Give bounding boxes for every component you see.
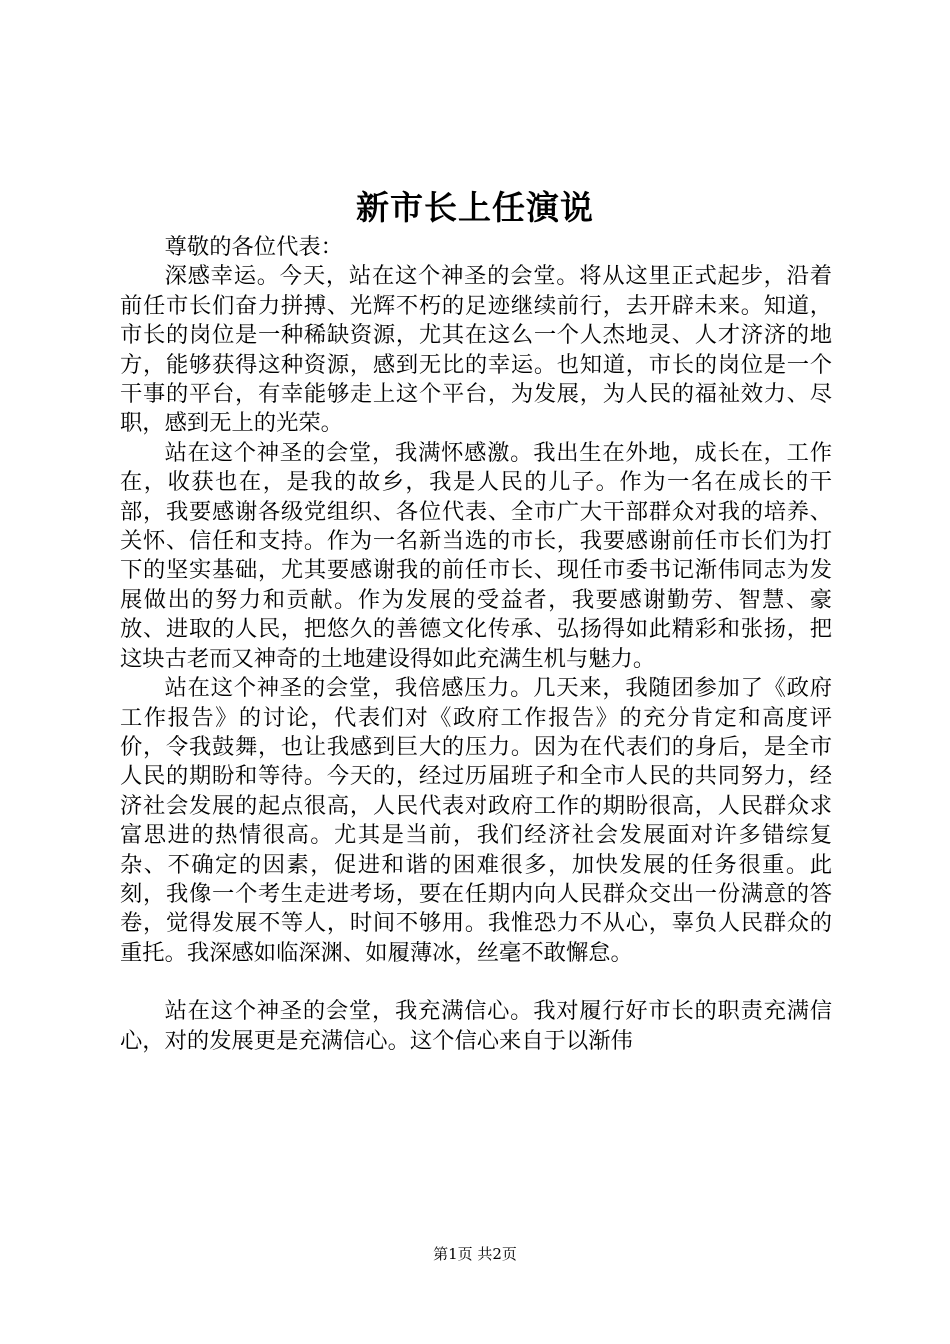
document-body: [120, 233, 832, 1056]
document-title: 新市长上任演说: [356, 188, 594, 227]
body-paragraph: 站在这个神圣的会堂，我倍感压力。几天来，我随团参加了《政府工作报告》的讨论，代表们对《政府工作报告》的充分肯定和高度评价，令我鼓舞，也让我感到巨大的压力。因为在代表们的身后，是全市人民的期盼和等待。今天的，经过历届班子和全市人民的共同努力，经济社会发展的起点很高，人民代表对政府工作的期盼很高，人民群众求富思进的热情很高。尤其是当前，我们经济社会发展面对许多错综复杂、不确定的因素，促进和谐的困难很多，加快发展的任务很重。此刻，我像一个考生走进考场，要在任期内向人民群众交出一份满意的答卷，觉得发展不等人，时间不够用。我惟恐力不从心，辜负人民群众的重托。我深感如临深渊、如履薄冰，丝毫不敢懈怠。: [120, 675, 832, 966]
body-paragraph: 深感幸运。今天，站在这个神圣的会堂。将从这里正式起步，沿着前任市长们奋力拼搏、光辉不朽的足迹继续前行，去开辟未来。知道，市长的岗位是一种稀缺资源，尤其在这么一个人杰地灵、人才济济的地方，能够获得这种资源，感到无比的幸运。也知道，市长的岗位是一个干事的平台，有幸能够走上这个平台，为发展，为人民的福祉效力、尽职，感到无上的光荣。: [120, 263, 832, 437]
body-paragraph: 站在这个神圣的会堂，我充满信心。我对履行好市长的职责充满信心，对的发展更是充满信心。这个信心来自于以渐伟: [120, 998, 832, 1054]
page-footer: 第1页 共2页: [433, 1245, 517, 1263]
body-paragraph: 站在这个神圣的会堂，我满怀感激。我出生在外地，成长在，工作在，收获也在，是我的故乡，我是人民的儿子。作为一名在成长的干部，我要感谢各级党组织、各位代表、全市广大干部群众对我的培养、关怀、信任和支持。作为一名新当选的市长，我要感谢前任市长们为打下的坚实基础，尤其要感谢我的前任市长、现任市委书记渐伟同志为发展做出的努力和贡献。作为发展的受益者，我要感谢勤劳、智慧、豪放、进取的人民，把悠久的善德文化传承、弘扬得如此精彩和张扬，把这块古老而又神奇的土地建设得如此充满生机与魅力。: [120, 439, 832, 672]
salutation-paragraph: 尊敬的各位代表：: [164, 234, 343, 260]
